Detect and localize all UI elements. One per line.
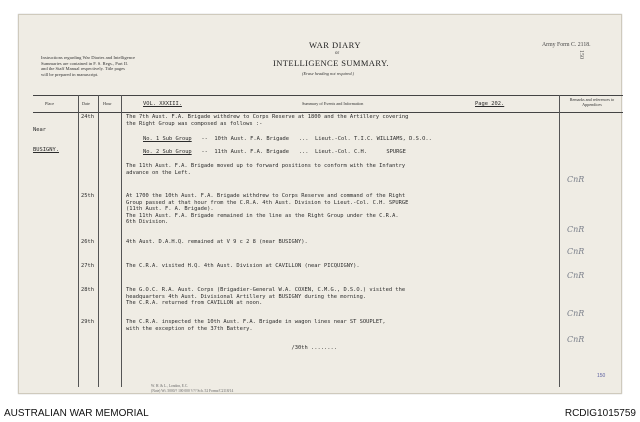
- handwritten-folio-number: 150: [578, 50, 584, 59]
- remarks-initials: CnR: [567, 309, 585, 318]
- entry-text: [126, 239, 308, 246]
- entry-date: 28th: [81, 287, 94, 293]
- entry-line: headquarters 4th Aust. Divisional Artillery at BUSIGNY during the morning.: [126, 293, 367, 300]
- entry-date: 24th: [81, 114, 94, 120]
- entry-line: Group passed at that hour from the C.R.A. 4th Aust. Division to Lieut.-Col. C.H. SPURGE: [126, 199, 409, 206]
- entry-line: 6th Division.: [126, 219, 169, 226]
- entry-text: [126, 287, 405, 307]
- title-war-diary: WAR DIARY: [309, 40, 361, 50]
- title-subnote: (Erase heading not required.): [302, 71, 355, 76]
- entry-line: with the exception of the 37th Battery.: [126, 325, 253, 332]
- entry-line: The 11th Aust. F.A. Brigade moved up to forward positions to conform with the Infantry: [126, 163, 406, 169]
- entry-line: the Right Group was composed as follows :-: [126, 120, 263, 127]
- column-header-place: Place: [45, 101, 55, 106]
- entry-text: [126, 114, 408, 127]
- instructions-note: Instructions regarding War Diaries and Intelligence Summaries are contained in F. S. Regs., Part II. and the Staff Manual respectively. Title pages will be prepared in manuscript.: [41, 55, 136, 77]
- entry-line: The G.O.C. R.A. Aust. Corps (Brigadier-General W.A. COXEN, C.M.G., D.S.O.) visited the: [126, 287, 406, 293]
- entry-line: The C.R.A. inspected the 10th Aust. F.A. Brigade in wagon lines near ST SOUPLET,: [126, 319, 386, 325]
- entry-text: [126, 163, 405, 176]
- remarks-initials: CnR: [567, 225, 585, 234]
- army-form-number: Army Form C. 2118.: [542, 42, 591, 48]
- entry-text: [126, 319, 386, 332]
- column-header-date: Date: [82, 101, 90, 106]
- entry-text: [126, 345, 337, 352]
- column-divider: [98, 95, 99, 387]
- column-divider: [559, 95, 560, 387]
- diary-page: [18, 14, 622, 394]
- remarks-initials: CnR: [567, 335, 585, 344]
- printer-imprint: W. H. & L., London, E.C. (Note) Wt. 5000/? 100 000 ?/?? Sch. 52 Forms/C2118/14: [151, 384, 234, 393]
- column-header-remarks: Remarks and references to Appendices: [569, 97, 615, 107]
- entry-line: The 11th Aust. F.A. Brigade remained in the line as the Right Group under the C.R.A.: [126, 212, 399, 219]
- entry-line: (11th Aust. F. A. Brigade).: [126, 206, 214, 213]
- entry-date: 26th: [81, 239, 94, 245]
- entry-line: The C.R.A. returned from CAVILLON at noon.: [126, 300, 263, 307]
- entry-line: advance on the Left.: [126, 169, 191, 176]
- entry-line: No. 2 Sub Group -- 11th Aust. F.A. Brigade ... Lieut.-Col. C.H. SPURGE: [143, 149, 406, 155]
- remarks-initials: CnR: [567, 247, 585, 256]
- entry-line: No. 1 Sub Group -- 10th Aust. F.A. Brigade ... Lieut.-Col. T.I.C. WILLIAMS, D.S.O..: [143, 136, 432, 142]
- entry-line: 4th Aust. D.A.H.Q. remained at V 9 c 2 8 (near BUSIGNY).: [126, 239, 308, 245]
- entry-date: 29th: [81, 319, 94, 325]
- remarks-initials: CnR: [567, 175, 585, 184]
- entry-line: The C.R.A. visited H.Q. 4th Aust. Division at CAVILLON (near PICQUIGNY).: [126, 263, 360, 269]
- column-divider: [78, 95, 79, 387]
- entry-line: /30th ........: [126, 345, 337, 351]
- folio-stamp: 150: [597, 373, 606, 379]
- entry-date: 27th: [81, 263, 94, 269]
- archive-name: AUSTRALIAN WAR MEMORIAL: [4, 408, 149, 419]
- volume-number: VOL. XXXIII.: [143, 101, 182, 107]
- entry-text: [143, 136, 432, 143]
- remarks-initials: CnR: [567, 271, 585, 280]
- title-intelligence-summary: INTELLIGENCE SUMMARY.: [273, 58, 389, 68]
- entry-text: [126, 263, 360, 270]
- archive-reference: RCDIG1015759: [564, 408, 636, 419]
- entry-date: 25th: [81, 193, 94, 199]
- entry-line: The 7th Aust. F.A. Brigade withdrew to Corps Reserve at 1800 and the Artillery covering: [126, 114, 409, 120]
- entry-text: [126, 193, 408, 226]
- page-number: Page 202.: [475, 101, 505, 107]
- entry-line: At 1700 the 10th Aust. F.A. Brigade withdrew to Corps Reserve and command of the Right: [126, 193, 406, 199]
- title-or: or: [335, 51, 340, 56]
- column-header-hour: Hour: [103, 101, 112, 106]
- place-cell: Near BUSIGNY.: [33, 127, 59, 153]
- column-divider: [121, 95, 122, 387]
- entry-text: [143, 149, 406, 156]
- column-header-summary: Summary of Events and Information: [302, 101, 364, 106]
